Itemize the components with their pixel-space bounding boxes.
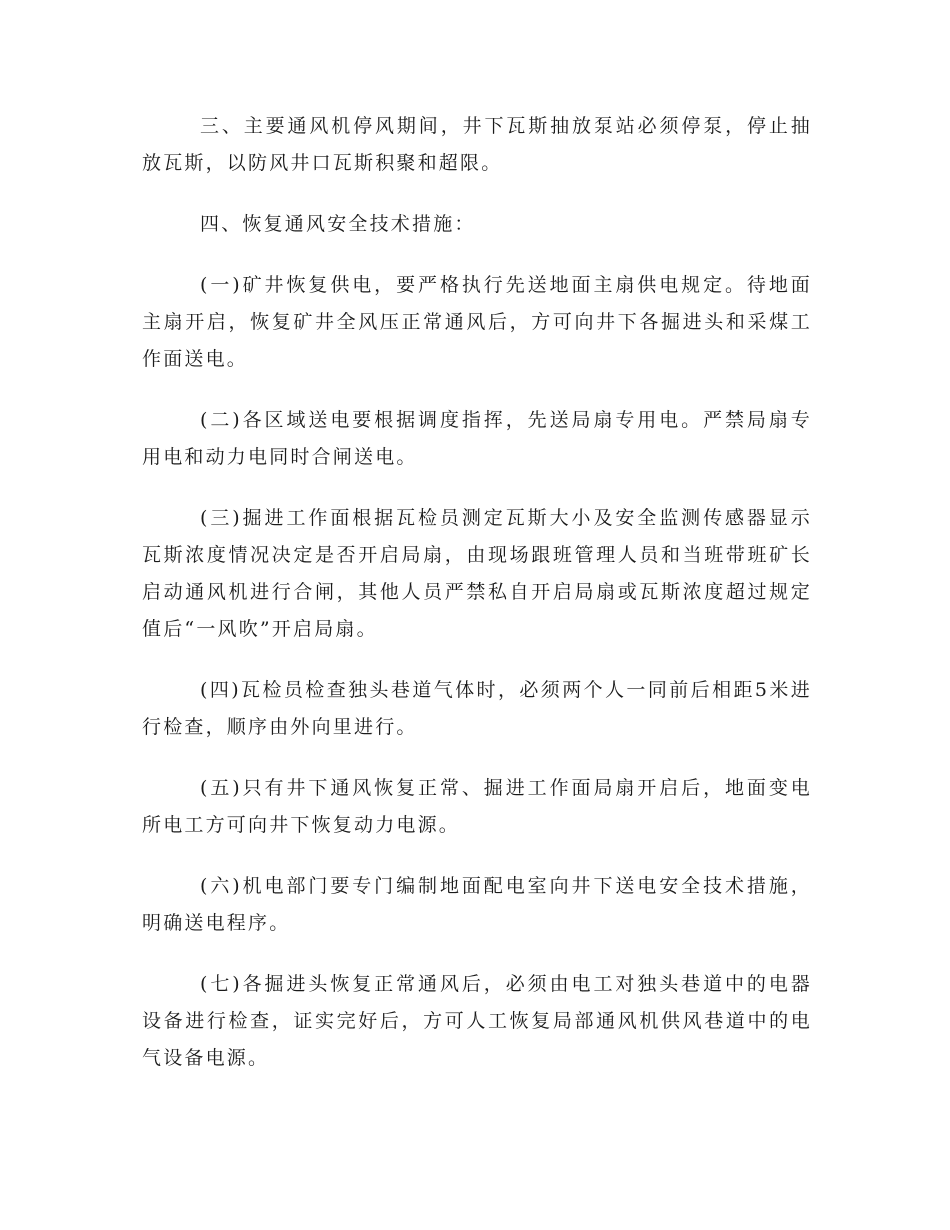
paragraph-item-3: (三)掘进工作面根据瓦检员测定瓦斯大小及安全监测传感器显示瓦斯浓度情况决定是否开启局扇，由现场跟班管理人员和当班带班矿长启动通风机进行合闸，其他人员严禁私自开启局扇或瓦斯浓度超过规定值后“一风吹”开启局扇。 xyxy=(142,507,812,640)
paragraph-item-1: (一)矿井恢复供电，要严格执行先送地面主扇供电规定。待地面主扇开启，恢复矿井全风压正常通风后，方可向井下各掘进头和采煤工作面送电。 xyxy=(142,274,812,370)
paragraph-item-4: (四)瓦检员检查独头巷道气体时，必须两个人一同前后相距5米进行检查，顺序由外向里进行。 xyxy=(142,679,812,738)
paragraph-item-6: (六)机电部门要专门编制地面配电室向井下送电安全技术措施，明确送电程序。 xyxy=(142,875,812,934)
paragraph-section-4-heading: 四、恢复通风安全技术措施： xyxy=(200,213,476,235)
paragraph-item-5: (五)只有井下通风恢复正常、掘进工作面局扇开启后，地面变电所电工方可向井下恢复动力电源。 xyxy=(142,777,812,836)
paragraph-item-2: (二)各区域送电要根据调度指挥，先送局扇专用电。严禁局扇专用电和动力电同时合闸送电。 xyxy=(142,409,812,468)
paragraph-section-3: 三、主要通风机停风期间，井下瓦斯抽放泵站必须停泵，停止抽放瓦斯，以防风井口瓦斯积聚和超限。 xyxy=(142,115,812,174)
document-body xyxy=(142,108,812,1101)
paragraph-item-7: (七)各掘进头恢复正常通风后，必须由电工对独头巷道中的电器设备进行检查，证实完好后，方可人工恢复局部通风机供风巷道中的电气设备电源。 xyxy=(142,973,812,1069)
